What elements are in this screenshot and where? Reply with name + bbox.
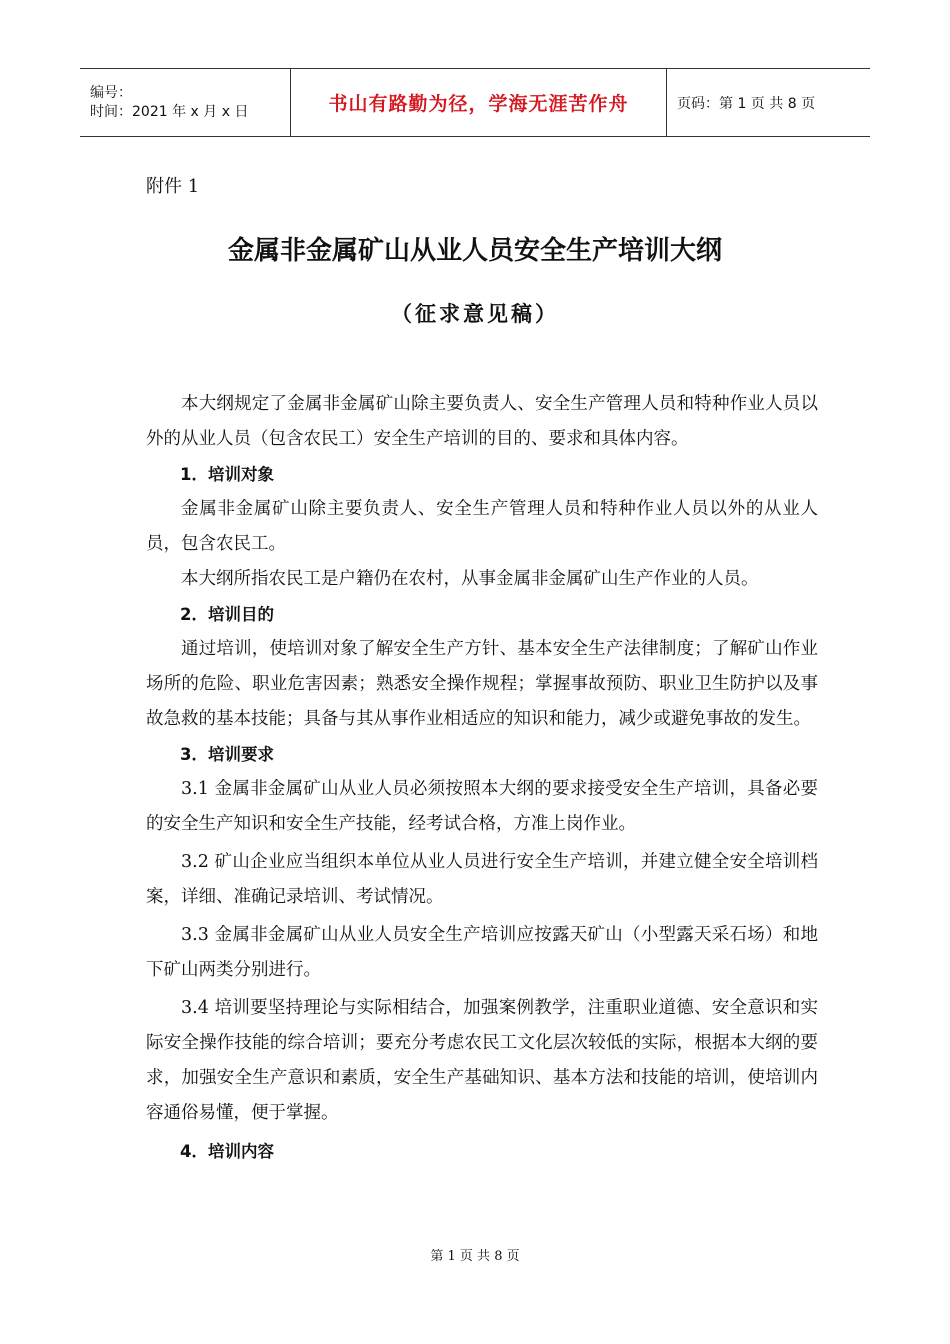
section-3-paragraph-4: 3.4 培训要坚持理论与实际相结合，加强案例教学，注重职业道德、安全意识和实际安全操作技能的综合培训；要充分考虑农民工文化层次较低的实际，根据本大纲的要求，加强安全生产意识和素质，安全生产基础知识、基本方法和技能的培训，使培训内容通俗易懂，便于掌握。 (146, 998, 818, 1123)
page-header (80, 68, 870, 137)
header-page-info (667, 69, 815, 136)
header-motto-cell (290, 69, 667, 136)
page-footer: 第 1 页 共 8 页 (430, 1249, 520, 1264)
section-2-paragraph-1: 通过培训，使培训对象了解安全生产方针、基本安全生产法律制度；了解矿山作业场所的危险、职业危害因素；熟悉安全操作规程；掌握事故预防、职业卫生防护以及事故急救的基本技能；具备与其从事作业相适应的知识和能力，减少或避免事故的发生。 (146, 639, 818, 729)
document-number-label: 编号： (90, 84, 132, 101)
document-subtitle: （征求意见稿） (391, 301, 559, 326)
header-motto: 书山有路勤为径，学海无涯苦作舟 (328, 93, 629, 115)
intro-paragraph: 本大纲规定了金属非金属矿山除主要负责人、安全生产管理人员和特种作业人员以外的从业人员（包含农民工）安全生产培训的目的、要求和具体内容。 (146, 394, 818, 449)
attachment-label: 附件 1 (146, 176, 200, 197)
section-heading-2: 2．培训目的 (180, 605, 274, 624)
document-title: 金属非金属矿山从业人员安全生产培训大纲 (227, 236, 722, 266)
section-1-paragraph-2: 本大纲所指农民工是户籍仍在农村，从事金属非金属矿山生产作业的人员。 (181, 569, 759, 589)
section-3-paragraph-1: 3.1 金属非金属矿山从业人员必须按照本大纲的要求接受安全生产培训，具备必要的安全生产知识和安全生产技能，经考试合格，方准上岗作业。 (146, 779, 818, 834)
header-page-label: 页码：第 1 页 共 8 页 (677, 95, 816, 112)
section-heading-4: 4．培训内容 (180, 1142, 274, 1161)
section-3-paragraph-2: 3.2 矿山企业应当组织本单位从业人员进行安全生产培训，并建立健全安全培训档案，详细、准确记录培训、考试情况。 (146, 852, 818, 907)
document-time-label: 时间：2021 年 x 月 x 日 (90, 103, 249, 120)
section-heading-3: 3．培训要求 (180, 745, 274, 764)
section-3-paragraph-3: 3.3 金属非金属矿山从业人员安全生产培训应按露天矿山（小型露天采石场）和地下矿山两类分别进行。 (146, 925, 818, 980)
header-meta (80, 69, 290, 136)
section-1-paragraph-1: 金属非金属矿山除主要负责人、安全生产管理人员和特种作业人员以外的从业人员，包含农民工。 (146, 499, 818, 554)
section-heading-1: 1．培训对象 (180, 465, 274, 484)
document-body (146, 387, 818, 1169)
